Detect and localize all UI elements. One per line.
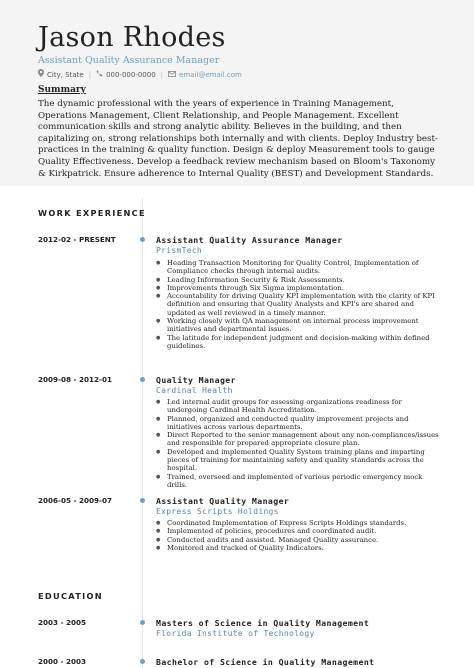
job-company: PrismTech — [156, 246, 203, 255]
bullet-item: ● Developed and implemented Quality System training plans and imparting pieces of training for maintaining safety and quality standards across the hospital. — [156, 448, 442, 473]
bullet-item: ● Trained, overseed and implemented of various periodic emergency mock drills. — [156, 473, 442, 490]
bullet-item: ● Monitored and tracked of Quality Indicators. — [156, 544, 442, 552]
bullet-item: ● Heading Transaction Monitoring for Quality Control, Implementation of Compliance checks through internal audits. — [156, 259, 442, 276]
job-dates: 2012-02 - PRESENT — [38, 235, 116, 244]
job-dates: 2009-08 - 2012-01 — [38, 375, 112, 384]
education-school: Florida Institute of Technology — [156, 629, 315, 638]
timeline-dot — [140, 237, 145, 242]
job-company: Cardinal Health — [156, 386, 233, 395]
bullet-item: ● Working closely with QA management on internal process improvement initiatives and departmental issues. — [156, 317, 442, 334]
bullet-item: ● Direct Reported to the senior management about any non-compliances/issues and responsible for prepared appropriate closure plan. — [156, 431, 442, 448]
summary-heading: Summary — [38, 85, 86, 95]
summary-paragraph: The dynamic professional with the years of experience in Training Management, Operations Management, Client Relationship, and People Management. Excellent communication skills and strong analytic ability. Believes in the building, and then capitalizing on, strong relationships both internally and with clients. Deploy Industry best-practices in the training & quality function. Design & deploy Measurement tools to gauge Quality Effectiveness. Develop a feedback review mechanism based on Bloom's Taxonomy & Kirkpatrick. Ensure adherence to Internal Quality (BEST) and Development Standards. — [38, 99, 438, 179]
contact-row — [38, 69, 242, 80]
job-company: Express Scripts Holdings — [156, 507, 279, 516]
timeline-dot — [140, 659, 145, 664]
contact-divider: | — [160, 70, 164, 79]
job-bullets — [156, 519, 442, 552]
phone-text: 000-000-0000 — [106, 70, 156, 79]
education-dates: 2003 - 2005 — [38, 618, 86, 627]
contact-divider: | — [88, 70, 92, 79]
timeline-line — [142, 198, 143, 668]
bullet-item: ● Planned, organized and conducted quality improvement projects and initiatives across various departments. — [156, 415, 442, 432]
work-experience-heading: WORK EXPERIENCE — [38, 208, 146, 218]
email-link[interactable]: email@email.com — [179, 70, 242, 79]
bullet-item: ● Implemented of policies, procedures and coordinated audit. — [156, 527, 442, 535]
candidate-title: Assistant Quality Assurance Manager — [38, 55, 220, 66]
education-degree: Bachelor of Science in Quality Management — [156, 657, 375, 667]
phone-icon — [96, 70, 103, 80]
bullet-item: ● Accountability for driving Quality KPI implementation with the clarity of KPI definition and ensuring that Quality Analysts and KPI's are shared and updated as well reviewed in a timely manner. — [156, 292, 442, 317]
bullet-item: ● Conducted audits and assisted. Managed Quality assurance. — [156, 536, 442, 544]
education-degree: Masters of Science in Quality Management — [156, 618, 370, 628]
candidate-name: Jason Rhodes — [38, 22, 226, 53]
job-bullets — [156, 259, 442, 350]
map-pin-icon — [38, 69, 44, 80]
bullet-item: ● The latitude for independent judgment and decision-making within defined guidelines. — [156, 334, 442, 351]
education-dates: 2000 - 2003 — [38, 657, 86, 666]
job-dates: 2006-05 - 2009-07 — [38, 496, 112, 505]
timeline-dot — [140, 620, 145, 625]
job-role: Quality Manager — [156, 375, 236, 385]
job-role: Assistant Quality Assurance Manager — [156, 235, 343, 245]
job-role: Assistant Quality Manager — [156, 496, 290, 506]
bullet-item: ● Leading Information Security & Risk Assessments. — [156, 276, 442, 284]
education-heading: EDUCATION — [38, 591, 103, 601]
timeline-dot — [140, 498, 145, 503]
job-bullets — [156, 398, 442, 489]
envelope-icon — [168, 70, 176, 80]
timeline-dot — [140, 377, 145, 382]
bullet-item: ● Led internal audit groups for assessing organizations readiness for undergoing Cardinal Health Accreditation. — [156, 398, 442, 415]
bullet-item: ● Improvements through Six Sigma implementation. — [156, 284, 442, 292]
bullet-item: ● Coordinated Implementation of Express Scripts Holdings standards. — [156, 519, 442, 527]
location-text: City, State — [47, 70, 84, 79]
